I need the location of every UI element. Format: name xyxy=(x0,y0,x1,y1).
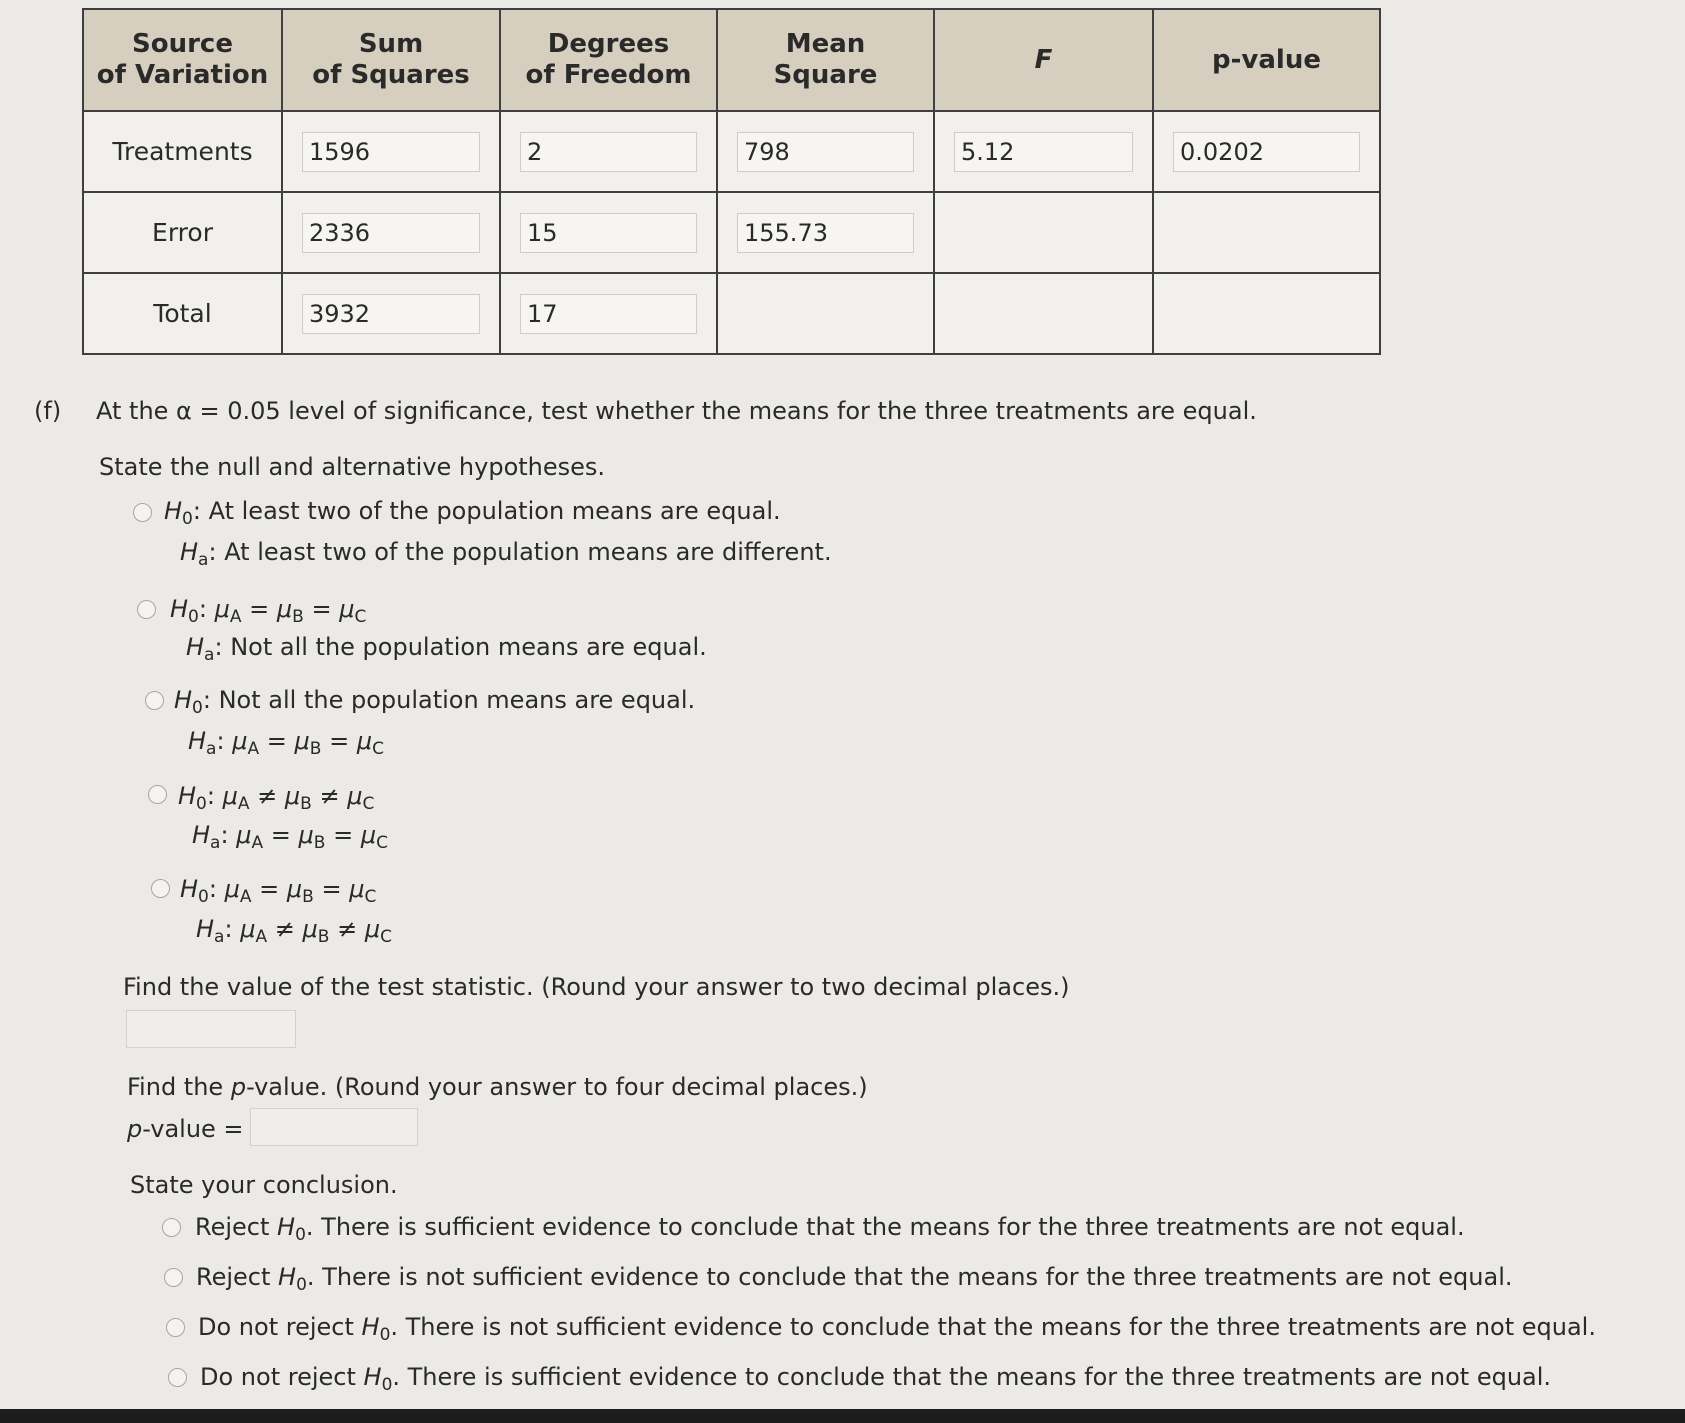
table-row xyxy=(83,192,1380,273)
test-statistic-input[interactable] xyxy=(126,1010,296,1048)
conclusion-radio-1[interactable] xyxy=(162,1218,181,1237)
row-treatments-source: Treatments xyxy=(83,111,282,192)
hypothesis-2-h0: $H_0$: $\mu_A = \mu_B = \mu_C$ xyxy=(170,595,367,627)
error-p-cell xyxy=(1153,192,1380,273)
hypothesis-radio-1[interactable] xyxy=(133,503,152,522)
treatments-df-field[interactable]: 2 xyxy=(520,132,697,172)
conclusion-radio-4[interactable] xyxy=(168,1368,187,1387)
conclusion-prompt: State your conclusion. xyxy=(130,1171,398,1199)
error-ss-field[interactable]: 2336 xyxy=(302,213,480,253)
header-ss: Sum of Squares xyxy=(282,9,500,111)
error-df-field[interactable]: 15 xyxy=(520,213,697,253)
table-row xyxy=(83,273,1380,354)
state-hypotheses-prompt: State the null and alternative hypotheses. xyxy=(99,453,606,481)
conclusion-option-3: Do not reject $H_0$. There is not sufficient evidence to conclude that the means for the three treatments are not equal. xyxy=(198,1313,1596,1345)
row-error-source: Error xyxy=(83,192,282,273)
table-row xyxy=(83,111,1380,192)
error-f-cell xyxy=(934,192,1153,273)
hypothesis-5-ha: $H_a$: $\mu_A \ne \mu_B \ne \mu_C$ xyxy=(196,915,392,947)
treatments-p-field[interactable]: 0.0202 xyxy=(1173,132,1360,172)
treatments-f-field[interactable]: 5.12 xyxy=(954,132,1133,172)
hypothesis-radio-5[interactable] xyxy=(151,879,170,898)
pvalue-prompt: Find the p-value. (Round your answer to four decimal places.) xyxy=(127,1073,868,1101)
conclusion-radio-2[interactable] xyxy=(164,1268,183,1287)
total-ms-cell xyxy=(717,273,934,354)
header-df: Degrees of Freedom xyxy=(500,9,717,111)
header-pvalue: p-value xyxy=(1153,9,1380,111)
error-ms-field[interactable]: 155.73 xyxy=(737,213,914,253)
header-ms: Mean Square xyxy=(717,9,934,111)
hypothesis-2-ha: $H_a$: Not all the population means are equal. xyxy=(186,633,707,665)
hypothesis-4-h0: $H_0$: $\mu_A \ne \mu_B \ne \mu_C$ xyxy=(178,782,375,814)
header-source: Source of Variation xyxy=(83,9,282,111)
total-ss-field[interactable]: 3932 xyxy=(302,294,480,334)
pvalue-label: p-value = xyxy=(127,1115,244,1143)
row-total-source: Total xyxy=(83,273,282,354)
hypothesis-radio-2[interactable] xyxy=(137,600,156,619)
hypothesis-3-h0: $H_0$: Not all the population means are equal. xyxy=(174,686,696,718)
treatments-ms-field[interactable]: 798 xyxy=(737,132,914,172)
bottom-shadow xyxy=(0,1409,1685,1423)
conclusion-option-4: Do not reject $H_0$. There is sufficient evidence to conclude that the means for the three treatments are not equal. xyxy=(200,1363,1552,1395)
hypothesis-5-h0: $H_0$: $\mu_A = \mu_B = \mu_C$ xyxy=(180,875,377,907)
hypothesis-4-ha: $H_a$: $\mu_A = \mu_B = \mu_C$ xyxy=(192,821,388,853)
conclusion-radio-3[interactable] xyxy=(166,1318,185,1337)
hypothesis-3-ha: $H_a$: $\mu_A = \mu_B = \mu_C$ xyxy=(188,727,384,759)
pvalue-input[interactable] xyxy=(250,1108,418,1146)
hypothesis-radio-4[interactable] xyxy=(148,785,167,804)
total-p-cell xyxy=(1153,273,1380,354)
hypothesis-radio-3[interactable] xyxy=(145,691,164,710)
total-f-cell xyxy=(934,273,1153,354)
total-df-field[interactable]: 17 xyxy=(520,294,697,334)
conclusion-option-2: Reject $H_0$. There is not sufficient evidence to conclude that the means for the three treatments are not equal. xyxy=(196,1263,1513,1295)
hypothesis-1-h0: $H_0$: At least two of the population means are equal. xyxy=(164,497,781,529)
part-label: (f) xyxy=(34,397,62,425)
test-statistic-prompt: Find the value of the test statistic. (Round your answer to two decimal places.) xyxy=(123,973,1070,1001)
hypothesis-1-ha: $H_a$: At least two of the population means are different. xyxy=(180,538,832,570)
conclusion-option-1: Reject $H_0$. There is sufficient evidence to conclude that the means for the three treatments are not equal. xyxy=(195,1213,1465,1245)
anova-table xyxy=(82,8,1381,355)
header-f: F xyxy=(934,9,1153,111)
question-text: At the α = 0.05 level of significance, test whether the means for the three treatments are equal. xyxy=(96,397,1257,425)
treatments-ss-field[interactable]: 1596 xyxy=(302,132,480,172)
table-header-row xyxy=(83,9,1380,111)
